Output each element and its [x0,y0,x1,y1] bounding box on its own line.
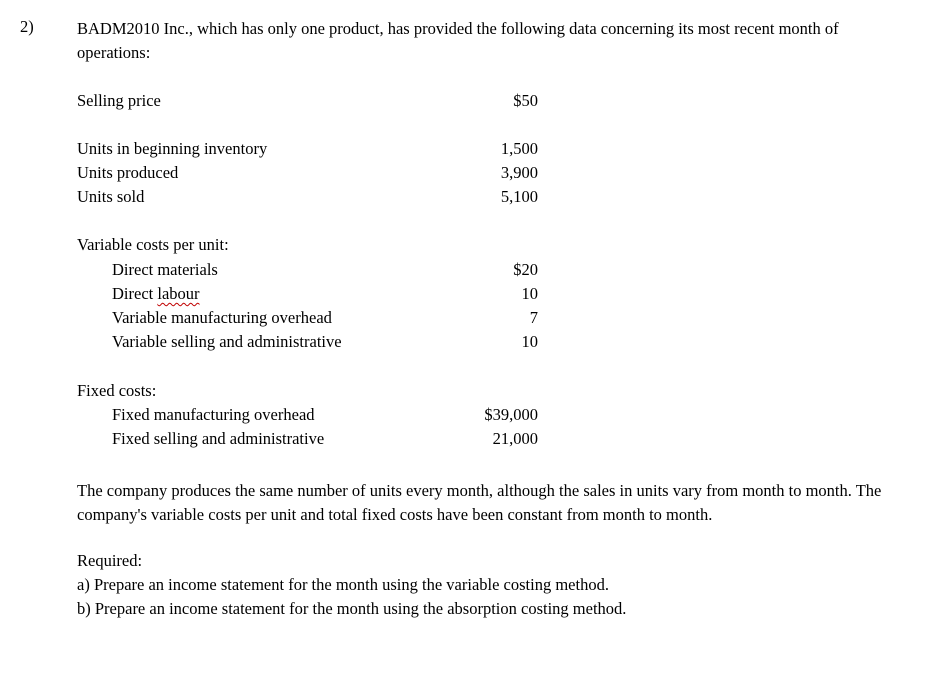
required-part-a: a) Prepare an income statement for the month using the variable costing method. [77,575,609,594]
required-part-b: b) Prepare an income statement for the month using the absorption costing method. [77,599,627,618]
direct-materials-value: $20 [513,260,538,279]
fixed-mfg-overhead-value: $39,000 [484,405,538,424]
direct-labour-word1: Direct [112,284,154,303]
intro-text: Inc., which has only one product, has provided the following data concerning its most recent month of operations: [77,19,839,62]
units-sold-value: 5,100 [500,187,538,206]
direct-materials-label: Direct materials [112,260,218,279]
question-number: 2) [20,17,34,36]
fixed-selling-admin-label: Fixed selling and administrative [112,429,325,448]
units-sold-label: Units sold [77,187,145,206]
units-produced-label: Units produced [77,163,179,182]
required-heading: Required: [77,551,143,570]
direct-labour-value: 10 [521,284,538,303]
direct-labour-word2: labour [157,284,200,303]
company-note: The company produces the same number of units every month, although the sales in units vary from month to month. The company's variable costs per unit and total fixed costs have been constant from month to month. [77,481,882,524]
selling-price-label: Selling price [77,91,161,110]
units-beginning-label: Units in beginning inventory [77,139,268,158]
variable-costs-heading: Variable costs per unit: [77,235,229,254]
var-mfg-overhead-value: 7 [529,308,538,327]
var-selling-admin-value: 10 [521,332,538,351]
fixed-costs-heading: Fixed costs: [77,381,157,400]
selling-price-value: $50 [513,91,538,110]
direct-labour-label [112,284,200,304]
var-mfg-overhead-label: Variable manufacturing overhead [112,308,332,327]
var-selling-admin-label: Variable selling and administrative [112,332,342,351]
question-intro [77,17,907,65]
fixed-mfg-overhead-label: Fixed manufacturing overhead [112,405,315,424]
company-name: BADM2010 [77,19,160,38]
fixed-selling-admin-value: 21,000 [492,429,538,448]
units-beginning-value: 1,500 [500,139,538,158]
units-produced-value: 3,900 [500,163,538,182]
